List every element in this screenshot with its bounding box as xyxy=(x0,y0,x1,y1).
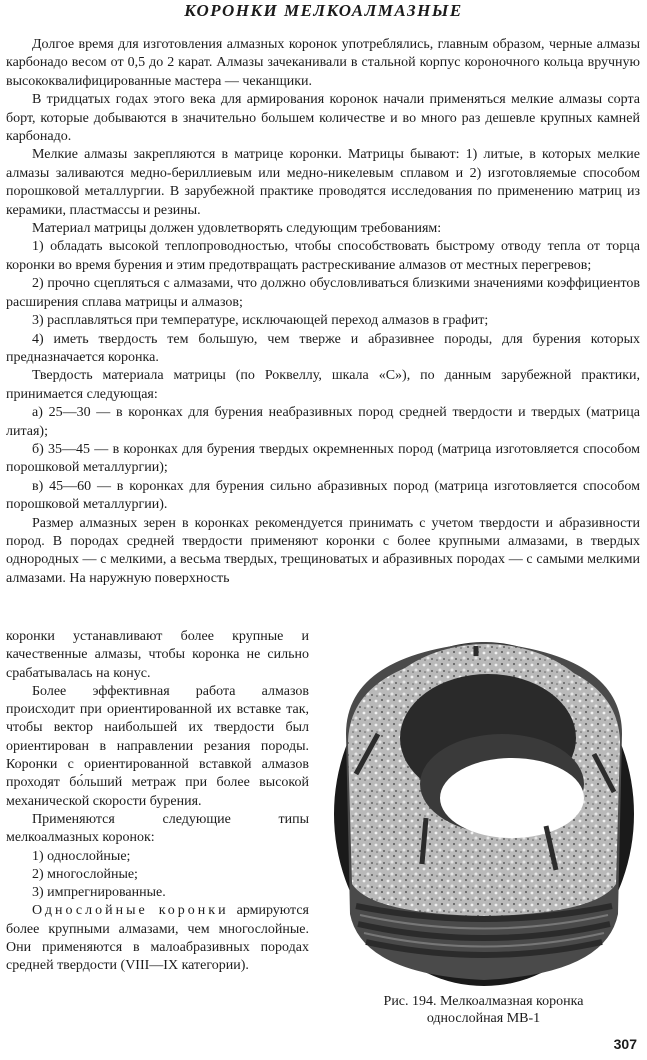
paragraph-grain-size-cont: коронки устанавливают более крупные и качественные алмазы, чтобы коронка не сильно срабатывалась на конус. xyxy=(6,629,309,681)
main-text-block xyxy=(6,36,640,588)
types-list-item: 2) многослойные; xyxy=(32,866,138,882)
types-list-item: 3) импрегнированные. xyxy=(32,885,166,901)
hardness-b: б) 35—45 — в коронках для бурения твердых окремненных пород (матрица изготовляется способом порошковой металлургии); xyxy=(6,441,640,476)
caption-line-1: Рис. 194. Мелкоалмазная коронка xyxy=(383,994,584,1009)
crown-photo xyxy=(326,614,641,990)
page-number: 307 xyxy=(613,1036,637,1052)
paragraph-requirements-intro: Материал матрицы должен удовлетворять следующим требованиям: xyxy=(32,221,442,237)
term-single-layer-crowns: Однослойные коронки xyxy=(32,903,229,919)
requirement-2: 2) прочно сцепляться с алмазами, что должно обусловливаться близкими значениями коэффициентов расширения сплава матрицы и алмазов; xyxy=(6,276,640,310)
requirement-1: 1) обладать высокой теплопроводностью, чтобы способствовать быстрому отводу тепла от торца коронки во время бурения и этим предотвращать растрескивание алмазов от местных перегревов; xyxy=(6,239,640,273)
crown-photo-figure xyxy=(326,614,641,990)
hardness-a: а) 25—30 — в коронках для бурения неабразивных пород средней твердости и твердых (матрица литая); xyxy=(6,405,640,439)
crown-bore-opening xyxy=(440,758,584,838)
requirement-4: 4) иметь твердость тем большую, чем тверже и абразивнее породы, для бурения которых предназначается коронка. xyxy=(6,331,640,365)
hardness-c: в) 45—60 — в коронках для бурения сильно абразивных пород (матрица изготовляется способом порошковой металлургии). xyxy=(6,478,640,513)
paragraph-1: Долгое время для изготовления алмазных коронок употреблялись, главным образом, черные алмазы карбонадо весом от 0,5 до 2 карат. Алмазы зачеканивали в стальной корпус короночного кольца вручную высококвалифицированные мастера — чеканщики. xyxy=(6,37,640,89)
types-list-item: 1) однослойные; xyxy=(32,848,131,864)
paragraph-hardness-intro: Твердость материала матрицы (по Роквеллу, шкала «С»), по данным зарубежной практики, принимается следующая: xyxy=(6,368,640,402)
page-title: КОРОНКИ МЕЛКОАЛМАЗНЫЕ xyxy=(184,1,463,20)
single-layer-text: армируются более крупными алмазами, чем многослойные. Они применяются в малоабразивных породах средней твердости (VIII—IX категории). xyxy=(6,903,309,974)
paragraph-single-layer xyxy=(6,902,309,975)
paragraph-types-intro: Применяются следующие типы мелкоалмазных коронок: xyxy=(6,811,309,846)
paragraph-grain-size: Размер алмазных зерен в коронках рекомендуется принимать с учетом твердости и абразивности пород. В породах средней твердости применяют коронки с более крупными алмазами, в твердых однородных — с мелкими, а весьма твердых, трещиноватых и абразивных породах — с самыми мелкими алмазами. На наружную поверхность xyxy=(6,515,640,586)
paragraph-orientation: Более эффективная работа алмазов происходит при ориентированной их вставке так, чтобы вектор наибольшей их твердости был ориентирован в направлении резания породы. Коронки с ориентированной вставкой алмазов проходят бо́льший метраж при более высокой механической скорости бурения. xyxy=(6,683,309,809)
caption-line-2: однослойная МВ-1 xyxy=(426,1011,541,1026)
requirement-3: 3) расплавляться при температуре, исключающей переход алмазов в графит; xyxy=(32,313,489,329)
paragraph-3: Мелкие алмазы закрепляются в матрице коронки. Матрицы бывают: 1) литые, в которых мелкие алмазы заливаются медно-бериллиевым или медно-никелевым сплавом и 2) изготовляемые способом порошковой металлургии. В зарубежной практике проводятся исследования по применению матриц из керамики, пластмассы и резины. xyxy=(6,147,640,218)
figure-caption xyxy=(326,993,641,1027)
wrapped-text-column xyxy=(6,628,309,976)
paragraph-2: В тридцатых годах этого века для армирования коронок начали применяться мелкие алмазы сорта борт, которые добываются в значительно большем количестве и во много раз дешевле крупных камней карбонадо. xyxy=(6,92,640,145)
